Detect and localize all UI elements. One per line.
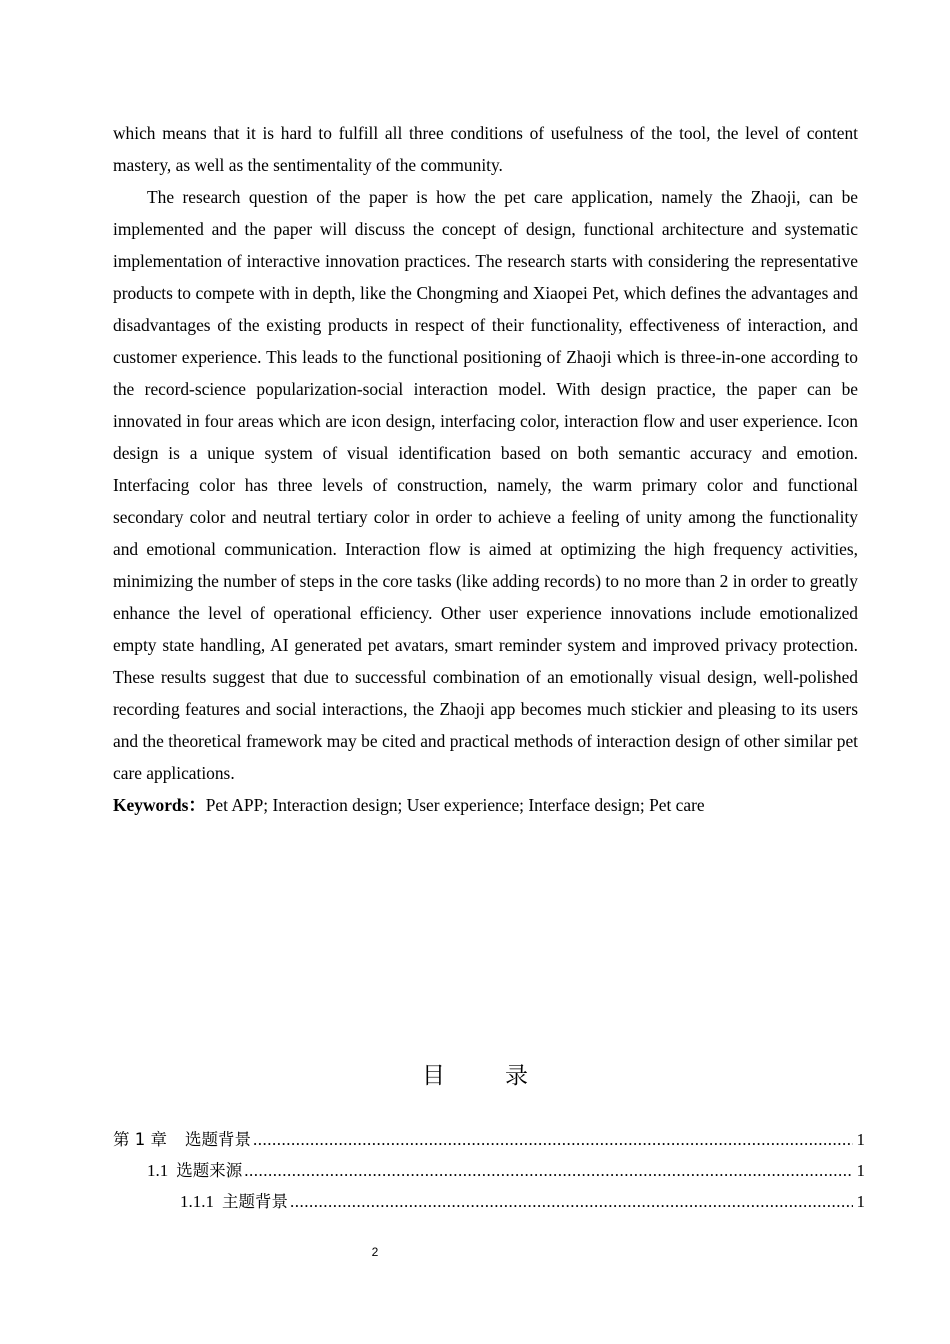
toc-entry-label: 选题来源 bbox=[176, 1161, 243, 1180]
toc-entry-page: 1 bbox=[856, 1192, 865, 1211]
toc-title-part1: 目 bbox=[422, 1063, 445, 1089]
toc-leader-dots bbox=[253, 1130, 853, 1150]
toc-entry-label: 主题背景 bbox=[222, 1192, 288, 1211]
toc-entry-subsection-1-1-1[interactable] bbox=[113, 1188, 865, 1219]
page-number: 2 bbox=[371, 1245, 379, 1259]
toc-entry-label: 选题背景 bbox=[185, 1130, 251, 1149]
keywords-text: Pet APP; Interaction design; User experience; Interface design; Pet care bbox=[205, 795, 705, 815]
toc-entry-page: 1 bbox=[856, 1161, 865, 1180]
toc-entry-section-1-1[interactable] bbox=[113, 1157, 865, 1188]
toc-title bbox=[0, 1057, 950, 1090]
abstract-paragraph-continuation: which means that it is hard to fulfill all three conditions of usefulness of the tool, the level of content mastery, as well as the sentimentality of the community. bbox=[113, 123, 858, 175]
keywords-line bbox=[113, 789, 858, 821]
toc-entry-number: 1.1 bbox=[147, 1161, 169, 1180]
toc-entry-page: 1 bbox=[856, 1130, 865, 1149]
toc-entry-number: 第 1 章 bbox=[113, 1130, 167, 1149]
toc-title-part2: 录 bbox=[505, 1063, 528, 1089]
abstract-body bbox=[113, 117, 858, 821]
abstract-paragraph-main: The research question of the paper is how the pet care application, namely the Zhaoji, can be implemented and the paper will discuss the concept of design, functional architecture and systematic implementation of interactive innovation practices. The research starts with considering the representative products to compete with in depth, like the Chongming and Xiaopei Pet, which defines the advantages and disadvantages of the existing products in respect of their functionality, effectiveness of interaction, and customer experience. This leads to the functional positioning of Zhaoji which is three-in-one according to the record-science popularization-social interaction model. With design practice, the paper can be innovated in four areas which are icon design, interfacing color, interaction flow and user experience. Icon design is a unique system of visual identification based on both semantic accuracy and emotion. Interfacing color has three levels of construction, namely, the warm primary color and functional secondary color and neutral tertiary color in order to achieve a feeling of unity among the functionality and emotional communication. Interaction flow is aimed at optimizing the high frequency activities, minimizing the number of steps in the core tasks (like adding records) to no more than 2 in order to greatly enhance the level of operational efficiency. Other user experience innovations include emotionalized empty state handling, AI generated pet avatars, smart reminder system and improved privacy protection. These results suggest that due to successful combination of an emotionally visual design, well-polished recording features and social interactions, the Zhaoji app becomes much stickier and pleasing to its users and the theoretical framework may be cited and practical methods of interaction design of other similar pet care applications. bbox=[113, 187, 858, 783]
table-of-contents bbox=[113, 1126, 865, 1219]
keywords-label: Keywords： bbox=[113, 795, 206, 815]
toc-leader-dots bbox=[244, 1161, 853, 1181]
toc-entry-number: 1.1.1 bbox=[180, 1192, 214, 1211]
toc-leader-dots bbox=[290, 1192, 853, 1212]
toc-entry-chapter-1[interactable] bbox=[113, 1126, 865, 1157]
